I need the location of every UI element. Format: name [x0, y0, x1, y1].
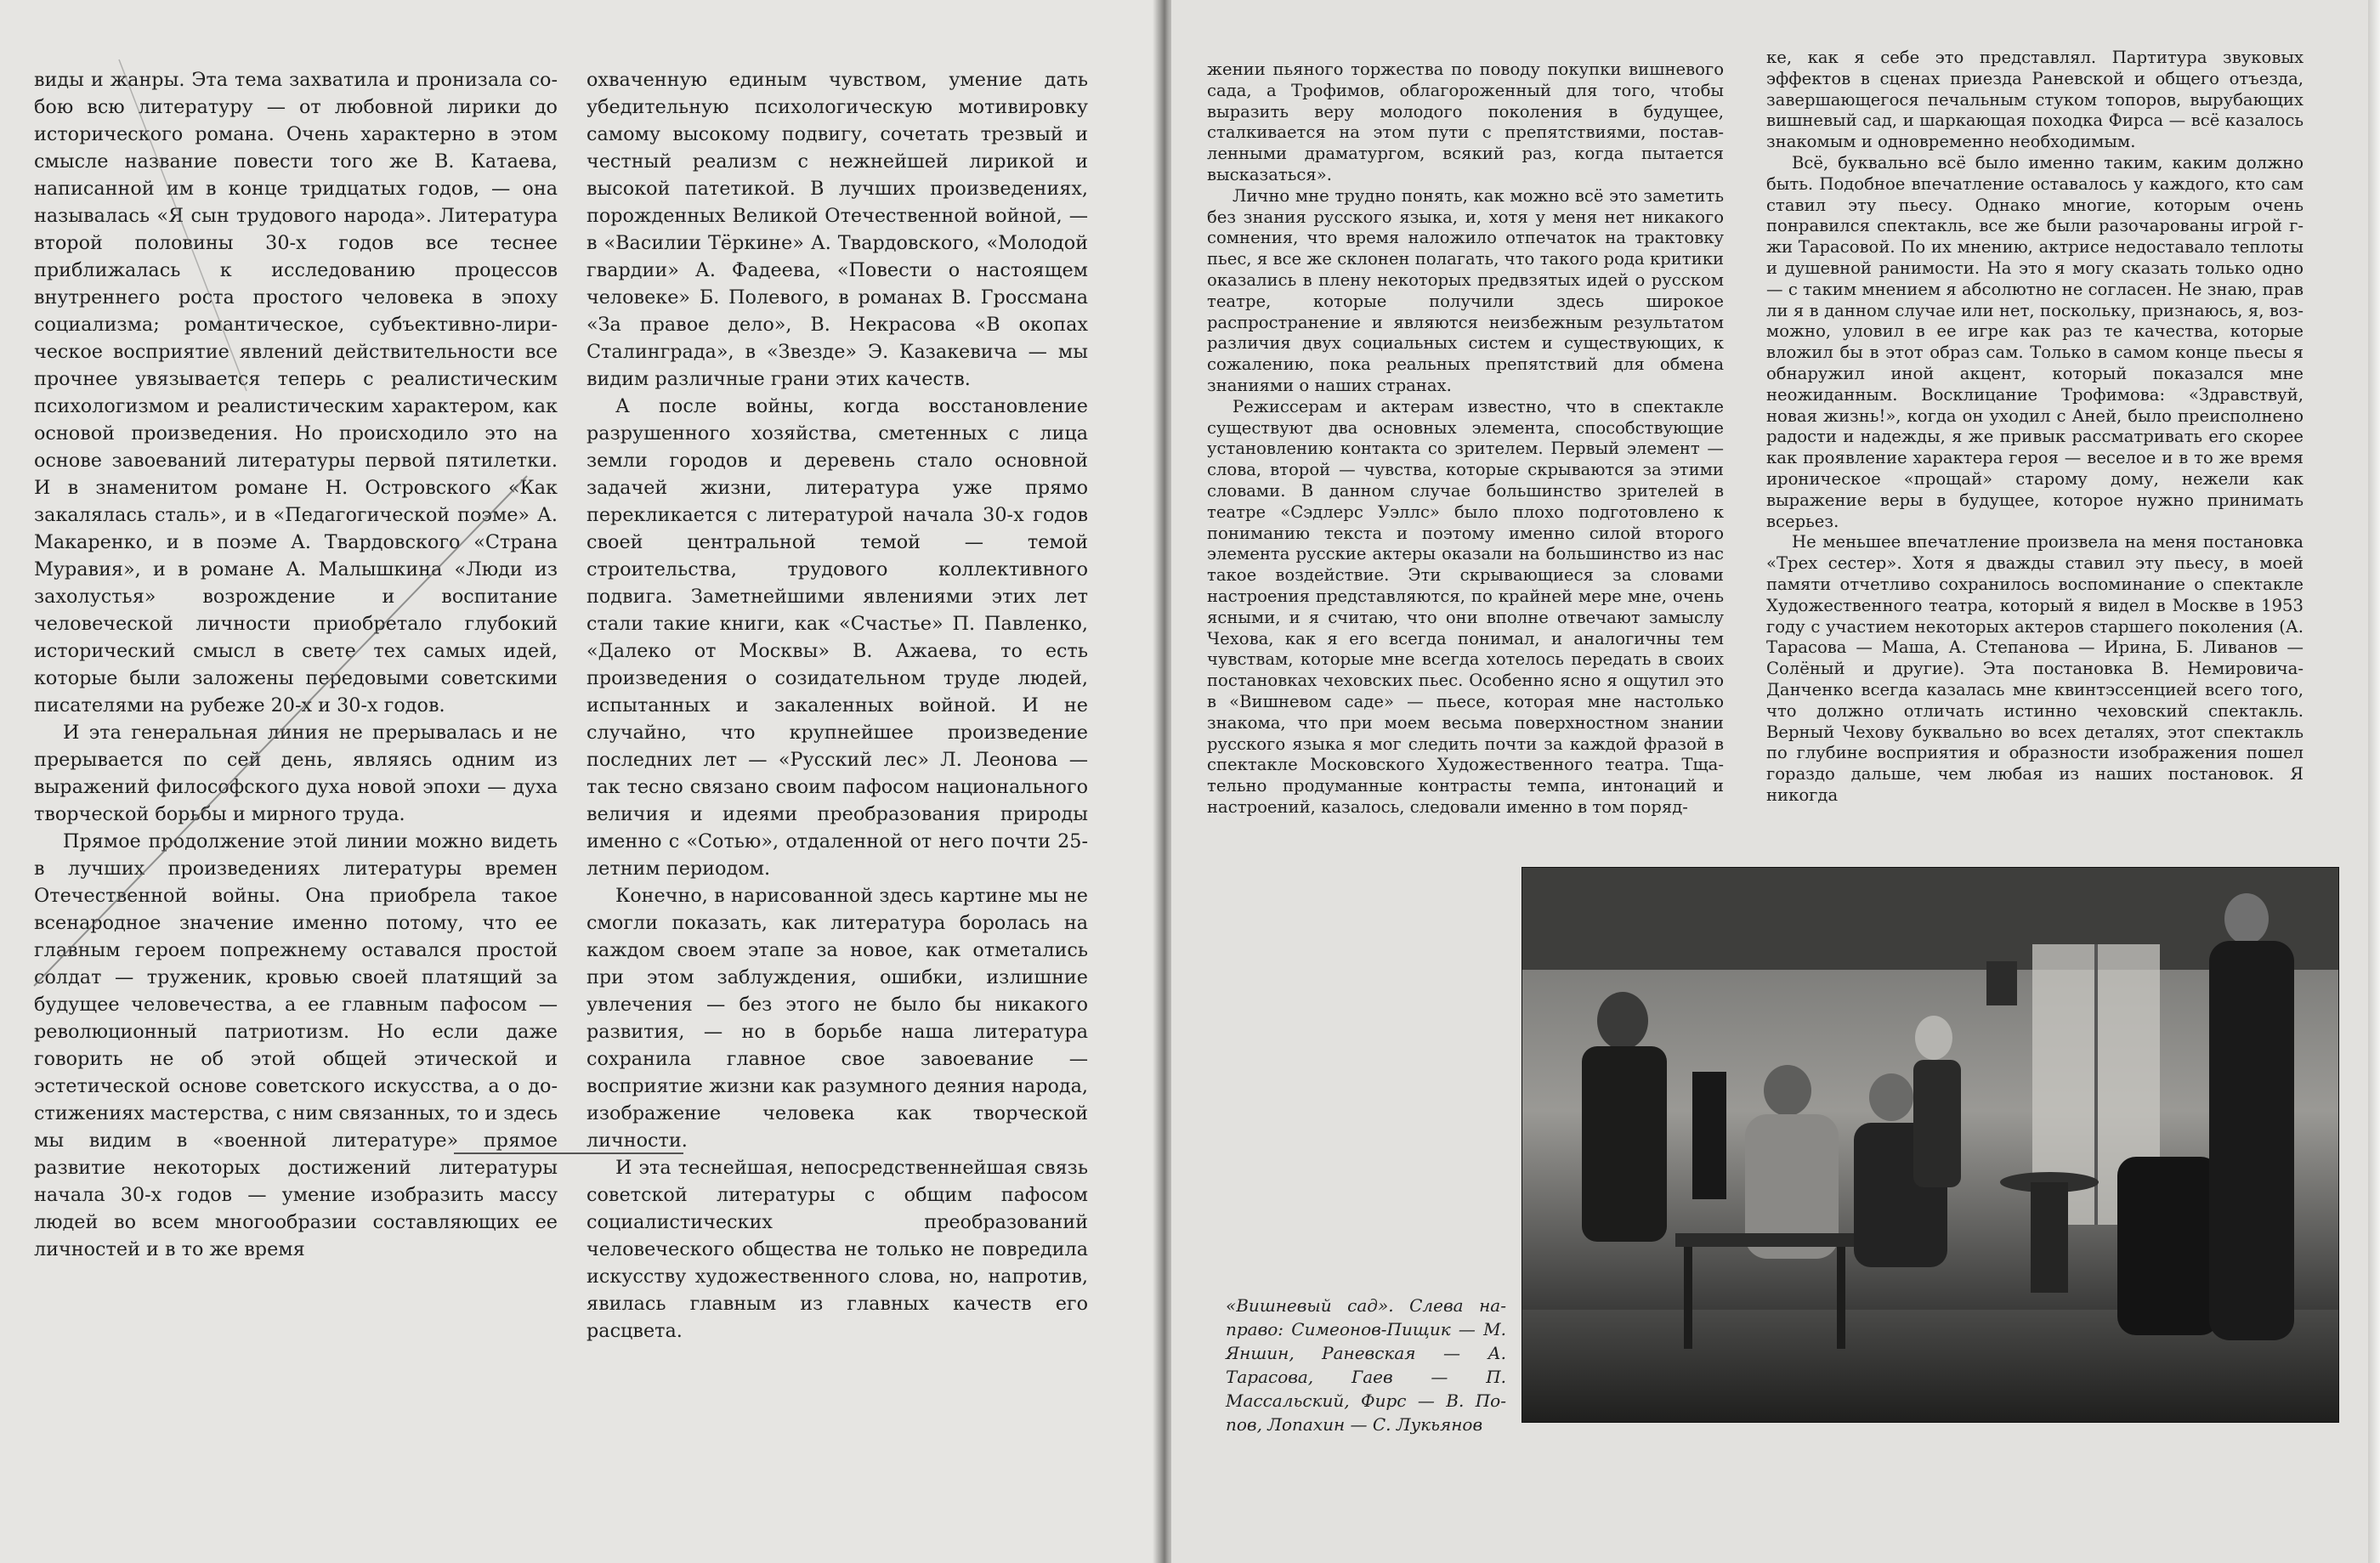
theatre-scene-photo [1522, 867, 2339, 1423]
paragraph: жении пьяного торжества по поводу покупки вишневого сада, а Трофимов, облагороженный для того, чтобы выразить веру молодого поколения в будущее, сталкивается на этом пути с препятствиями, поставленными драматургом, всякий раз, когда пытается высказаться». [1207, 59, 1724, 184]
left-page [0, 0, 1158, 1563]
photo-caption: «Вишневый сад». Слева направо: Симеонов-Пищик — М. Яншин, Раневская — А. Тарасова, Гаев — П. Массальский, Фирс — В. Попов, Лопахин — С. Лукьянов [1226, 1295, 1506, 1435]
paragraph: Всё, буквально всё было именно таким, каким должно быть. Подобное впечатление оставалось у каждого, кто сам ставил эту пьесу. Однако многие, которым очень понравился спектакль, все же были разочарованы игрой г-жи Тарасовой. По их мнению, актрисе недоставало теплоты и душевной ранимости. На это я могу сказать только одно — с таким мнением я абсолютно не согласен. Не знаю, прав ли я в данном случае или нет, поскольку, признаюсь, я, возможно, уловил в ее игре как раз те качества, которые вложил бы в этот образ сам. Только в самом конце пьесы я обнаружил иной акцент, который показался мне неожиданным. Восклицание Трофимова: «Здравствуй, новая жизнь!», когда он уходил с Аней, было преисполнено радости и надежды, я же привык рассматривать его скорее как проявление характера героя — веселое и в то же время ироническое «прощай» старому дому, нежели как выражение веры в будущее, которое нужно принимать всерьез. [1766, 152, 2304, 531]
stage-scene-illustration [1522, 868, 2338, 1422]
paragraph: Не меньшее впечатление произвела на меня постановка «Трех сестер». Хотя я дважды ставил эту пьесу, в моей памяти отчетливо сохранилось воспоминание о спектакле Художественного театра, который я видел в Москве в 1953 году с участием некоторых актеров старшего поколения (А. Тарасова — Маша, А. Степанова — Ирина, Б. Ливанов — Солёный и другие). Эта постановка В. Немировича-Данченко всегда казалась мне квинтэссенцией всего того, что должно отличать истинно чеховский спектакль. Верный Чехову буквально во всех деталях, этот спектакль по глубине восприятия и образности изображения пошел гораздо дальше, чем любая из наших постановок. Я никогда [1766, 532, 2304, 805]
right-column-2 [1766, 48, 2304, 807]
pencil-cross-mark [0, 0, 1158, 1563]
right-page [1171, 0, 2380, 1563]
page-edge [2368, 0, 2380, 1563]
paragraph: И эта генеральная линия не прерывалась и не прерывается по сей день, являясь одним из выражений философского духа новой эпохи — духа творческой борьбы и мирного труда. [34, 722, 558, 825]
paragraph: А после войны, когда восстановление разрушенного хозяйства, сметенных с лица земли городов и деревень стало основной задачей жизни, литература уже прямо перекликается с литературой начала 30-х годов своей центральной темой — темой строительства, трудового коллективного подвига. Заметнейшими явлениями этих лет стали такие книги, как «Счастье» П. Павленко, «Далеко от Москвы» В. Ажаева, то есть произведения о созидательном труде людей, испытанных и закаленных войной. И не случайно, что крупнейшее произведение последних лет — «Русский лес» Л. Леонова — так тесно связано своим пафосом национального величия и идеями преобразования природы именно с «Сотью», отдаленной от него почти 25-летним периодом. [586, 395, 1088, 880]
paragraph: виды и жанры. Эта тема захватила и пронизала собою всю литературу — от любовной лирики до исторического романа. Очень характерно в этом смысле название повести того же В. Катаева, написанной им в конце тридцатых годов, — она называлась «Я сын трудового народа». Литература второй половины 30-х годов все теснее приближалась к исследованию процессов внутреннего роста простого человека в эпоху социализма; романтическое, субъективно-лирическое восприятие явлений действительности все прочнее увязывается теперь с реалистическим психологизмом и реалистическим характером, как основой произведения. Но происходило это на основе завоеваний литературы первой пятилетки. И в знаменитом романе Н. Островского «Как закалялась сталь», и в «Педагогической поэме» А. Макаренко, и в поэме А. Твардовского «Страна Муравия», и в романе А. Малышкина «Люди из захолустья» возрождение и воспитание человеческой личности приобретало глубокий исторический смысл в свете тех самых идей, которые были заложены передовыми советскими писателями на рубеже 20-х и 30-х годов. [34, 69, 558, 716]
right-column-1 [1207, 59, 1724, 818]
paragraph: Режиссерам и актерам известно, что в спектакле существуют два основных элемента, способствующие установлению контакта со зрителем. Первый элемент — слова, второй — чувства, которые скрываются за этими словами. В данном случае большинство зрителей в театре «Сэдлерс Уэллс» было плохо подготовлено к пониманию текста и поэтому именно силой второго элемента русские актеры оказали на большинство из нас такое воздействие. Эти скрывающиеся за словами настроения представляются, по крайней мере мне, очень ясными, и я считаю, что они вполне отвечают замыслу Чехова, как я его всегда понимал, и аналогичны тем чувствам, которые мне всегда хотелось передать в своих постановках чеховских пьес. Особенно ясно я ощутил это в «Вишневом саде» — пьесе, которая мне настолько знакома, что при моем весьма поверхностном знании русского языка я мог следить почти за каждой фразой в спектакле Московского Художественного театра. Тщательно продуманные контрасты темпа, интонаций и настроений, казалось, следовали именно в том поряд- [1207, 396, 1724, 817]
paragraph: охваченную единым чувством, умение дать убедительную психологическую мотивировку самому высокому подвигу, сочетать трезвый и честный реализм с нежнейшей лирикой и высокой патетикой. В лучших произведениях, порожденных Великой Отечественной войной, — в «Василии Тёркине» А. Твардовского, «Молодой гвардии» А. Фадеева, «Повести о настоящем человеке» Б. Полевого, в романах В. Гроссмана «За правое дело», В. Некрасова «В окопах Сталинграда», в «Звезде» Э. Казакевича — мы видим различные грани этих качеств. [586, 69, 1088, 390]
paragraph: Лично мне трудно понять, как можно всё это заметить без знания русского языка, и, хотя у меня нет никакого сомнения, что время наложило отпечаток на трактовку пьес, я все же склонен полагать, что такого рода критики оказались в плену некоторых предвзятых идей о русском театре, которые получили здесь широкое распространение и являются неизбежным результатом различия двух социальных систем и существующих, к сожалению, пока реальных препятствий для обмена знаниями о наших странах. [1207, 185, 1724, 395]
paragraph: ке, как я себе это представлял. Партитура звуковых эффектов в сценах приезда Раневской и общего отъезда, завершающегося печальным стуком топоров, вырубающих вишневый сад, и шаркающая походка Фирса — всё казалось знакомым и одновременно необходимым. [1766, 48, 2304, 152]
paragraph: И эта теснейшая, непосредственнейшая связь советской литературы с общим пафосом социалистических преобразований человеческого общества не только не повредила искусству художественного слова, но, напротив, явилась главным из главных качеств его расцвета. [586, 1157, 1088, 1342]
paragraph: Конечно, в нарисованной здесь картине мы не смогли показать, как литература боролась на каждом своем этапе за новое, как отметались при этом заблуждения, ошибки, излишние увлечения — без этого не было бы никакого развития, — но в борьбе наша литература сохранила главное свое завоевание — восприятие жизни как разумного деяния народа, изображение человека как творческой личности. [586, 885, 1088, 1152]
paragraph: Прямое продолжение этой линии можно видеть в лучших произведениях литературы времен Отечественной войны. Она приобрела такое всенародное значение именно потому, что ее главным героем попрежнему оставался простой солдат — труженик, кровью своей платящий за будущее человечества, а ее главным пафосом — революционный патриотизм. Но если даже говорить не об этой общей этической и эстетической основе советского искусства, а о достижениях мастерства, с ним связанных, то и здесь мы видим в «военной литературе» прямое развитие некоторых достижений литературы начала 30-х годов — умение изобразить массу людей во всем многообразии составляющих ее личностей и в то же время [34, 830, 558, 1260]
